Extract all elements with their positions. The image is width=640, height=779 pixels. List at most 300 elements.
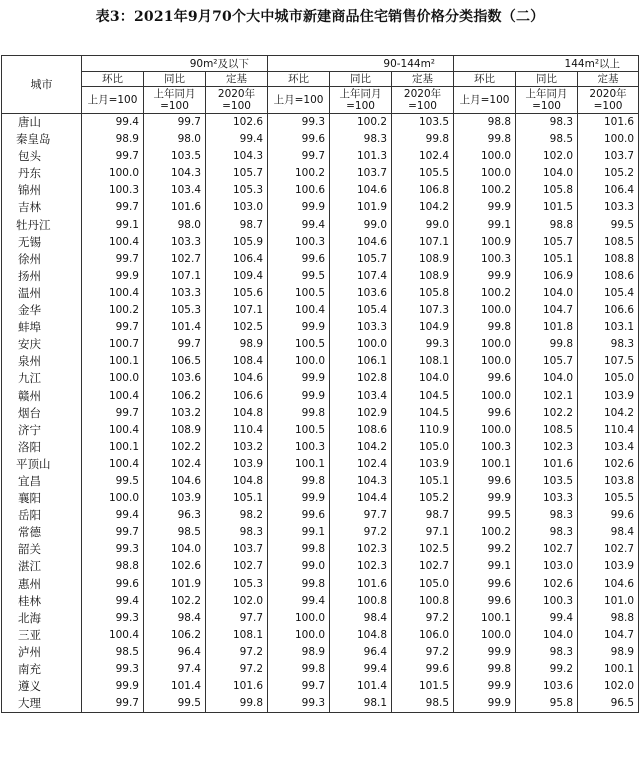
index-value: 98.3 bbox=[206, 524, 268, 541]
index-value: 98.7 bbox=[206, 217, 268, 234]
index-value: 104.8 bbox=[206, 405, 268, 422]
index-value: 100.0 bbox=[268, 353, 330, 370]
index-value: 103.4 bbox=[144, 182, 206, 199]
city-name bbox=[2, 524, 82, 541]
table-row bbox=[2, 678, 639, 695]
index-value: 99.6 bbox=[268, 131, 330, 148]
index-value: 99.9 bbox=[454, 268, 516, 285]
index-value: 100.2 bbox=[454, 285, 516, 302]
index-value: 102.7 bbox=[392, 558, 454, 575]
index-value: 108.8 bbox=[578, 251, 639, 268]
index-value: 105.9 bbox=[206, 234, 268, 251]
index-value: 101.9 bbox=[144, 576, 206, 593]
index-value: 99.7 bbox=[82, 319, 144, 336]
subcolumn-header: 定基 bbox=[206, 72, 268, 87]
index-value: 102.1 bbox=[516, 388, 578, 405]
table-row bbox=[2, 439, 639, 456]
index-value: 99.7 bbox=[82, 695, 144, 713]
index-value: 100.0 bbox=[454, 353, 516, 370]
city-label: 南充 bbox=[18, 662, 41, 676]
city-label: 无锡 bbox=[18, 234, 41, 249]
city-label: 烟台 bbox=[18, 405, 41, 420]
index-value: 100.1 bbox=[82, 439, 144, 456]
city-label: 常德 bbox=[18, 525, 41, 540]
index-value: 98.5 bbox=[516, 131, 578, 148]
index-value: 105.1 bbox=[392, 473, 454, 490]
index-value: 99.7 bbox=[268, 148, 330, 165]
city-label: 岳阳 bbox=[18, 508, 41, 523]
index-value: 99.6 bbox=[82, 576, 144, 593]
index-value: 110.9 bbox=[392, 422, 454, 439]
index-value: 105.2 bbox=[578, 165, 639, 182]
city-label: 桂林 bbox=[18, 593, 41, 608]
index-value: 99.9 bbox=[82, 268, 144, 285]
index-value: 99.6 bbox=[578, 507, 639, 524]
city-label: 包头 bbox=[18, 149, 41, 164]
index-value: 98.3 bbox=[330, 131, 392, 148]
city-label: 遵义 bbox=[18, 679, 41, 694]
index-value: 98.3 bbox=[578, 336, 639, 353]
city-label: 惠州 bbox=[18, 576, 41, 591]
index-value: 104.6 bbox=[578, 576, 639, 593]
index-value: 99.7 bbox=[82, 405, 144, 422]
index-value: 98.5 bbox=[144, 524, 206, 541]
index-value: 103.6 bbox=[516, 678, 578, 695]
index-value: 99.6 bbox=[268, 251, 330, 268]
index-value: 105.4 bbox=[578, 285, 639, 302]
city-label: 韶关 bbox=[18, 542, 41, 557]
index-value: 106.5 bbox=[144, 353, 206, 370]
table-row bbox=[2, 593, 639, 610]
base-header: 上年同月=100 bbox=[516, 87, 578, 114]
index-value: 103.2 bbox=[206, 439, 268, 456]
index-value: 105.3 bbox=[206, 576, 268, 593]
index-value: 105.0 bbox=[392, 439, 454, 456]
index-value: 99.3 bbox=[82, 610, 144, 627]
table-row bbox=[2, 319, 639, 336]
city-name bbox=[2, 422, 82, 439]
index-value: 107.3 bbox=[392, 302, 454, 319]
city-label: 秦皇岛 bbox=[16, 132, 51, 147]
index-value: 96.3 bbox=[144, 507, 206, 524]
index-value: 100.1 bbox=[268, 456, 330, 473]
index-value: 103.6 bbox=[144, 370, 206, 387]
table-row bbox=[2, 114, 639, 132]
index-value: 98.9 bbox=[578, 644, 639, 661]
index-value: 99.9 bbox=[454, 678, 516, 695]
price-index-table bbox=[1, 55, 639, 713]
city-name bbox=[2, 336, 82, 353]
index-value: 99.8 bbox=[268, 473, 330, 490]
index-value: 103.3 bbox=[516, 490, 578, 507]
index-value: 103.2 bbox=[144, 405, 206, 422]
index-value: 102.2 bbox=[144, 593, 206, 610]
index-value: 99.1 bbox=[268, 524, 330, 541]
index-value: 100.8 bbox=[330, 593, 392, 610]
table-row bbox=[2, 182, 639, 199]
index-value: 101.6 bbox=[330, 576, 392, 593]
index-value: 100.0 bbox=[268, 627, 330, 644]
index-value: 105.7 bbox=[206, 165, 268, 182]
index-value: 105.7 bbox=[516, 234, 578, 251]
city-name bbox=[2, 507, 82, 524]
index-value: 106.2 bbox=[144, 627, 206, 644]
table-row bbox=[2, 302, 639, 319]
index-value: 97.2 bbox=[392, 644, 454, 661]
index-value: 106.6 bbox=[578, 302, 639, 319]
index-value: 98.3 bbox=[516, 114, 578, 132]
index-value: 99.6 bbox=[268, 507, 330, 524]
index-value: 107.1 bbox=[206, 302, 268, 319]
index-value: 102.8 bbox=[330, 370, 392, 387]
index-value: 107.1 bbox=[144, 268, 206, 285]
index-value: 101.6 bbox=[206, 678, 268, 695]
index-value: 107.4 bbox=[330, 268, 392, 285]
index-value: 103.3 bbox=[578, 199, 639, 216]
index-value: 105.6 bbox=[206, 285, 268, 302]
city-name bbox=[2, 131, 82, 148]
index-value: 98.1 bbox=[330, 695, 392, 713]
index-value: 100.7 bbox=[82, 336, 144, 353]
index-value: 99.8 bbox=[268, 661, 330, 678]
index-value: 103.5 bbox=[516, 473, 578, 490]
index-value: 100.0 bbox=[454, 422, 516, 439]
city-label: 吉林 bbox=[18, 200, 41, 215]
city-name bbox=[2, 610, 82, 627]
index-value: 106.2 bbox=[144, 388, 206, 405]
index-value: 108.6 bbox=[330, 422, 392, 439]
city-name bbox=[2, 165, 82, 182]
index-value: 104.6 bbox=[330, 182, 392, 199]
index-value: 108.1 bbox=[206, 627, 268, 644]
index-value: 99.9 bbox=[454, 199, 516, 216]
subcolumn-header: 定基 bbox=[392, 72, 454, 87]
city-name bbox=[2, 268, 82, 285]
index-value: 102.6 bbox=[578, 456, 639, 473]
city-label: 大理 bbox=[18, 696, 41, 711]
index-value: 98.5 bbox=[82, 644, 144, 661]
table-row bbox=[2, 353, 639, 370]
city-name bbox=[2, 148, 82, 165]
index-value: 104.5 bbox=[392, 388, 454, 405]
index-value: 96.4 bbox=[144, 644, 206, 661]
index-value: 99.5 bbox=[144, 695, 206, 713]
table-row bbox=[2, 610, 639, 627]
city-name bbox=[2, 695, 82, 713]
table-row bbox=[2, 285, 639, 302]
city-label: 九江 bbox=[18, 371, 41, 386]
index-value: 101.5 bbox=[392, 678, 454, 695]
index-value: 108.9 bbox=[392, 251, 454, 268]
index-value: 108.5 bbox=[578, 234, 639, 251]
index-value: 99.6 bbox=[454, 473, 516, 490]
index-value: 105.8 bbox=[516, 182, 578, 199]
city-label: 安庆 bbox=[18, 337, 41, 352]
city-name bbox=[2, 644, 82, 661]
index-value: 100.0 bbox=[454, 148, 516, 165]
index-value: 99.9 bbox=[454, 490, 516, 507]
index-value: 98.3 bbox=[516, 507, 578, 524]
index-value: 101.0 bbox=[578, 593, 639, 610]
page-title: 表3：2021年9月70个大中城市新建商品住宅销售价格分类指数（二） bbox=[95, 9, 545, 25]
index-value: 104.9 bbox=[392, 319, 454, 336]
index-value: 97.2 bbox=[330, 524, 392, 541]
city-label: 扬州 bbox=[18, 268, 41, 283]
city-name bbox=[2, 217, 82, 234]
index-value: 106.4 bbox=[206, 251, 268, 268]
table-row bbox=[2, 148, 639, 165]
index-value: 104.3 bbox=[144, 165, 206, 182]
index-value: 99.4 bbox=[206, 131, 268, 148]
index-value: 100.2 bbox=[268, 165, 330, 182]
index-value: 102.7 bbox=[578, 541, 639, 558]
index-value: 99.2 bbox=[454, 541, 516, 558]
subcolumn-header: 同比 bbox=[516, 72, 578, 87]
index-value: 97.7 bbox=[206, 610, 268, 627]
index-value: 108.9 bbox=[144, 422, 206, 439]
city-name bbox=[2, 405, 82, 422]
base-header: 上年同月=100 bbox=[144, 87, 206, 114]
index-value: 101.4 bbox=[330, 678, 392, 695]
city-label: 襄阳 bbox=[18, 491, 41, 506]
index-value: 103.1 bbox=[578, 319, 639, 336]
index-value: 104.0 bbox=[516, 285, 578, 302]
index-value: 105.1 bbox=[516, 251, 578, 268]
index-value: 103.4 bbox=[578, 439, 639, 456]
index-value: 102.0 bbox=[516, 148, 578, 165]
index-value: 101.9 bbox=[330, 199, 392, 216]
index-value: 100.4 bbox=[82, 456, 144, 473]
index-value: 106.6 bbox=[206, 388, 268, 405]
city-label: 泉州 bbox=[18, 354, 41, 369]
index-value: 99.4 bbox=[82, 593, 144, 610]
index-value: 107.1 bbox=[392, 234, 454, 251]
index-value: 110.4 bbox=[578, 422, 639, 439]
index-value: 106.4 bbox=[578, 182, 639, 199]
table-row bbox=[2, 217, 639, 234]
index-value: 108.6 bbox=[578, 268, 639, 285]
index-value: 100.5 bbox=[268, 285, 330, 302]
subcolumn-header: 同比 bbox=[144, 72, 206, 87]
base-header: 上月=100 bbox=[82, 87, 144, 114]
table-row bbox=[2, 234, 639, 251]
index-value: 100.9 bbox=[454, 234, 516, 251]
index-value: 99.9 bbox=[82, 678, 144, 695]
index-value: 99.5 bbox=[454, 507, 516, 524]
index-value: 99.1 bbox=[454, 217, 516, 234]
index-value: 104.0 bbox=[516, 627, 578, 644]
base-header-row bbox=[2, 87, 639, 114]
table-row bbox=[2, 661, 639, 678]
index-value: 104.6 bbox=[330, 234, 392, 251]
index-value: 103.9 bbox=[144, 490, 206, 507]
index-value: 103.0 bbox=[206, 199, 268, 216]
index-value: 100.0 bbox=[454, 165, 516, 182]
index-value: 97.4 bbox=[144, 661, 206, 678]
table-row bbox=[2, 370, 639, 387]
index-value: 99.4 bbox=[82, 507, 144, 524]
index-value: 100.0 bbox=[454, 388, 516, 405]
index-value: 100.0 bbox=[330, 336, 392, 353]
index-value: 100.1 bbox=[82, 353, 144, 370]
index-value: 103.6 bbox=[330, 285, 392, 302]
index-value: 105.5 bbox=[392, 165, 454, 182]
index-value: 104.5 bbox=[392, 405, 454, 422]
index-value: 98.2 bbox=[206, 507, 268, 524]
index-value: 102.2 bbox=[144, 439, 206, 456]
index-value: 99.7 bbox=[268, 678, 330, 695]
index-value: 99.3 bbox=[82, 661, 144, 678]
index-value: 98.3 bbox=[516, 524, 578, 541]
index-value: 103.9 bbox=[206, 456, 268, 473]
index-value: 102.3 bbox=[330, 558, 392, 575]
index-value: 104.6 bbox=[144, 473, 206, 490]
city-name bbox=[2, 661, 82, 678]
index-value: 98.8 bbox=[516, 217, 578, 234]
index-value: 104.4 bbox=[330, 490, 392, 507]
index-value: 105.1 bbox=[206, 490, 268, 507]
index-value: 96.4 bbox=[330, 644, 392, 661]
index-value: 105.2 bbox=[392, 490, 454, 507]
index-value: 97.2 bbox=[206, 661, 268, 678]
city-name bbox=[2, 576, 82, 593]
index-value: 100.0 bbox=[82, 490, 144, 507]
index-value: 99.7 bbox=[82, 148, 144, 165]
index-value: 104.0 bbox=[144, 541, 206, 558]
index-value: 108.5 bbox=[516, 422, 578, 439]
city-label: 北海 bbox=[18, 610, 41, 625]
index-value: 104.6 bbox=[206, 370, 268, 387]
city-label: 牡丹江 bbox=[16, 217, 51, 232]
table-row bbox=[2, 473, 639, 490]
index-value: 97.2 bbox=[392, 610, 454, 627]
index-value: 104.0 bbox=[392, 370, 454, 387]
index-value: 102.4 bbox=[144, 456, 206, 473]
index-value: 99.8 bbox=[268, 405, 330, 422]
index-value: 99.4 bbox=[516, 610, 578, 627]
city-name bbox=[2, 473, 82, 490]
index-value: 105.7 bbox=[330, 251, 392, 268]
index-value: 99.6 bbox=[454, 405, 516, 422]
index-value: 98.5 bbox=[392, 695, 454, 713]
city-label: 洛阳 bbox=[18, 439, 41, 454]
index-value: 99.8 bbox=[454, 131, 516, 148]
index-value: 100.0 bbox=[82, 370, 144, 387]
table-row bbox=[2, 388, 639, 405]
index-value: 99.0 bbox=[330, 217, 392, 234]
index-value: 100.2 bbox=[82, 302, 144, 319]
index-value: 99.8 bbox=[454, 661, 516, 678]
index-value: 107.5 bbox=[578, 353, 639, 370]
index-value: 106.8 bbox=[392, 182, 454, 199]
index-value: 100.4 bbox=[82, 234, 144, 251]
table-row bbox=[2, 251, 639, 268]
table-row bbox=[2, 405, 639, 422]
city-label: 赣州 bbox=[18, 388, 41, 403]
index-value: 102.0 bbox=[578, 678, 639, 695]
index-value: 100.3 bbox=[268, 234, 330, 251]
base-header: 上月=100 bbox=[268, 87, 330, 114]
index-value: 99.4 bbox=[268, 593, 330, 610]
index-value: 110.4 bbox=[206, 422, 268, 439]
city-label: 宜昌 bbox=[18, 473, 41, 488]
group-header-small: 90m²及以下 bbox=[82, 56, 268, 72]
table-row bbox=[2, 558, 639, 575]
index-value: 101.4 bbox=[144, 678, 206, 695]
index-value: 99.9 bbox=[268, 490, 330, 507]
index-value: 102.7 bbox=[144, 251, 206, 268]
index-value: 103.4 bbox=[330, 388, 392, 405]
index-value: 105.0 bbox=[578, 370, 639, 387]
index-value: 102.6 bbox=[144, 558, 206, 575]
index-value: 100.0 bbox=[268, 610, 330, 627]
index-value: 100.1 bbox=[578, 661, 639, 678]
city-name bbox=[2, 558, 82, 575]
index-value: 105.7 bbox=[516, 353, 578, 370]
index-value: 99.6 bbox=[392, 661, 454, 678]
index-value: 101.6 bbox=[144, 199, 206, 216]
index-value: 99.8 bbox=[206, 695, 268, 713]
index-value: 104.3 bbox=[330, 473, 392, 490]
index-value: 97.1 bbox=[392, 524, 454, 541]
table-row bbox=[2, 490, 639, 507]
index-value: 99.0 bbox=[268, 558, 330, 575]
index-value: 99.3 bbox=[392, 336, 454, 353]
index-value: 99.9 bbox=[268, 370, 330, 387]
index-value: 98.3 bbox=[516, 644, 578, 661]
index-value: 99.9 bbox=[454, 695, 516, 713]
index-value: 99.7 bbox=[82, 251, 144, 268]
index-value: 100.4 bbox=[82, 285, 144, 302]
city-label: 济宁 bbox=[18, 422, 41, 437]
index-value: 98.8 bbox=[82, 558, 144, 575]
base-header: 2020年=100 bbox=[578, 87, 639, 114]
index-value: 100.0 bbox=[82, 165, 144, 182]
index-value: 99.6 bbox=[454, 370, 516, 387]
index-value: 104.2 bbox=[578, 405, 639, 422]
index-value: 102.6 bbox=[206, 114, 268, 132]
index-value: 106.0 bbox=[392, 627, 454, 644]
index-value: 98.8 bbox=[578, 610, 639, 627]
index-value: 99.6 bbox=[454, 576, 516, 593]
city-label: 三亚 bbox=[18, 627, 41, 642]
city-label: 徐州 bbox=[18, 251, 41, 266]
index-value: 104.2 bbox=[330, 439, 392, 456]
index-value: 99.8 bbox=[516, 336, 578, 353]
index-value: 101.4 bbox=[144, 319, 206, 336]
index-value: 102.3 bbox=[330, 541, 392, 558]
city-name bbox=[2, 627, 82, 644]
city-name bbox=[2, 439, 82, 456]
index-value: 103.9 bbox=[578, 388, 639, 405]
table-body bbox=[2, 114, 639, 713]
index-value: 98.4 bbox=[144, 610, 206, 627]
index-value: 100.1 bbox=[454, 456, 516, 473]
base-header: 上月=100 bbox=[454, 87, 516, 114]
city-name bbox=[2, 490, 82, 507]
index-value: 102.6 bbox=[516, 576, 578, 593]
index-value: 102.7 bbox=[516, 541, 578, 558]
index-value: 104.2 bbox=[392, 199, 454, 216]
index-value: 103.5 bbox=[144, 148, 206, 165]
index-value: 104.8 bbox=[330, 627, 392, 644]
index-value: 103.3 bbox=[330, 319, 392, 336]
index-value: 98.0 bbox=[144, 131, 206, 148]
city-label: 平顶山 bbox=[16, 456, 51, 471]
index-value: 99.8 bbox=[454, 319, 516, 336]
index-value: 105.3 bbox=[206, 182, 268, 199]
index-value: 100.0 bbox=[454, 336, 516, 353]
